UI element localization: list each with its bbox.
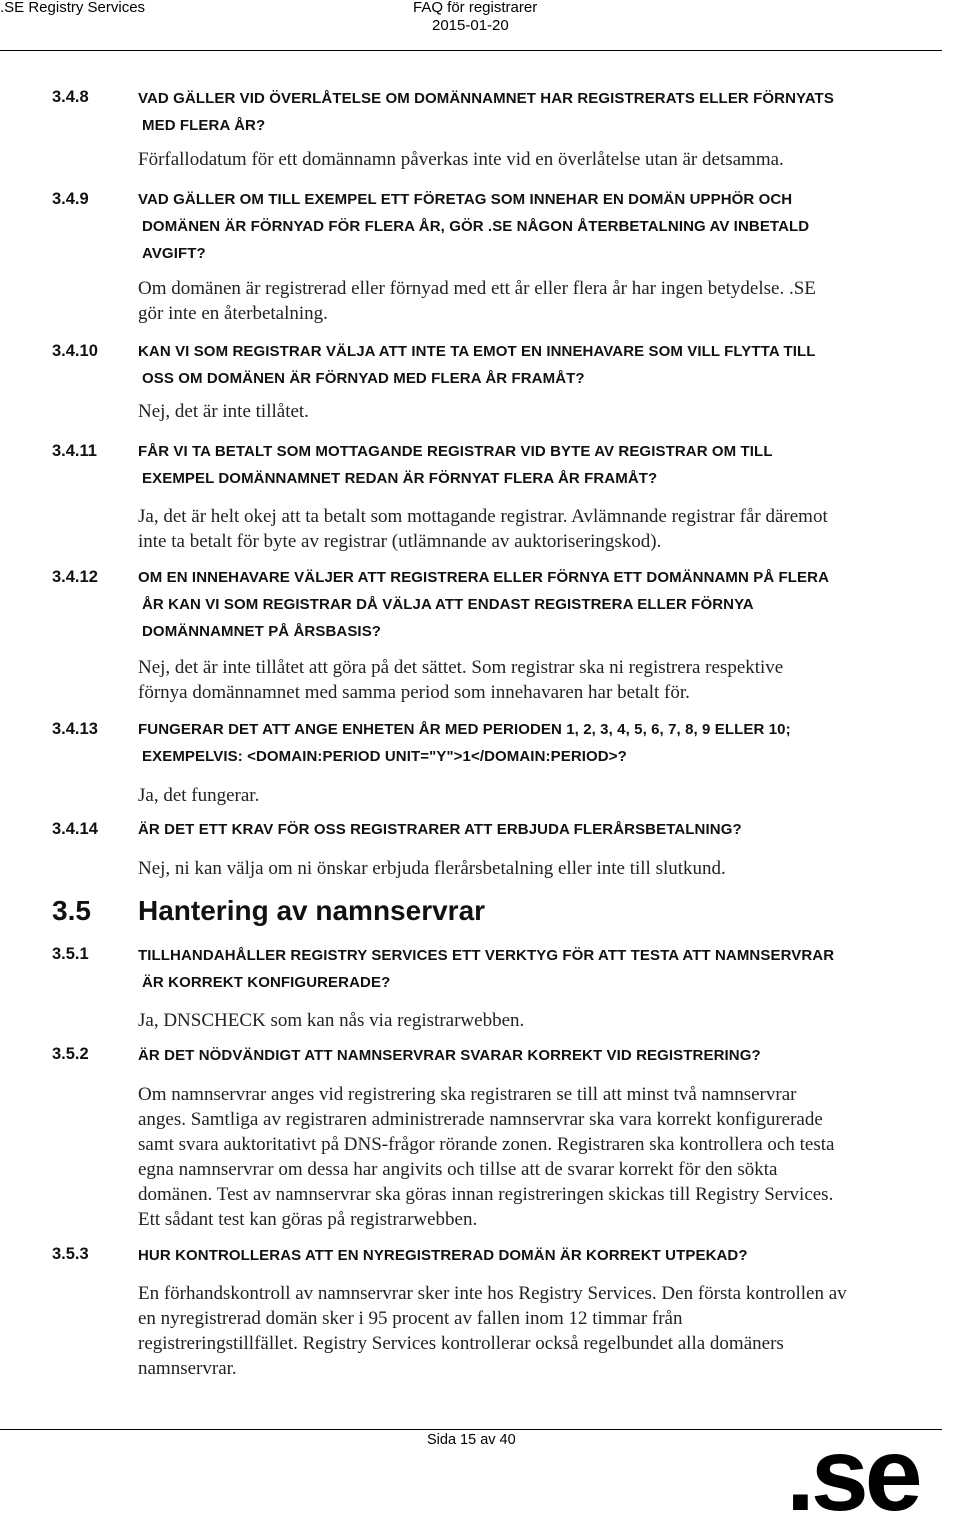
- header-doc-title: FAQ för registrarer: [413, 0, 538, 16]
- answer-line: Nej, ni kan välja om ni önskar erbjuda flerårsbetalning eller inte till slutkund.: [138, 858, 726, 879]
- section-number: 3.4.12: [52, 568, 98, 586]
- answer-text: [138, 399, 948, 424]
- answer-line: Förfallodatum för ett domännamn påverkas inte vid en överlåtelse utan är detsamma.: [138, 149, 784, 170]
- answer-line: Ett sådant test kan göras på registrarwebben.: [138, 1209, 478, 1230]
- section-number: 3.4.10: [52, 342, 98, 360]
- page-number: Sida 15 av 40: [427, 1432, 516, 1448]
- question-title: [138, 564, 928, 645]
- section-number: 3.5.1: [52, 945, 89, 963]
- question-line: VAD GÄLLER OM TILL EXEMPEL ETT FÖRETAG SOM INNEHAR EN DOMÄN UPPHÖR OCH: [138, 191, 793, 208]
- answer-line: inte ta betalt för byte av registrar (utlämnande av auktoriseringskod).: [138, 531, 662, 552]
- header-divider: [0, 50, 942, 51]
- answer-line: en nyregistrerad domän sker i 95 procent av fallen inom 12 timmar från: [138, 1308, 683, 1329]
- question-line: DOMÄNEN ÄR FÖRNYAD FÖR FLERA ÅR, GÖR .SE NÅGON ÅTERBETALNING AV INBETALD: [142, 218, 810, 235]
- answer-line: Nej, det är inte tillåtet.: [138, 401, 309, 422]
- answer-text: [138, 856, 948, 881]
- section-number: 3.5.3: [52, 1245, 89, 1263]
- answer-line: samt svara auktoritativt på DNS-frågor rörande zonen. Registraren ska kontrollera och testa: [138, 1134, 835, 1155]
- question-line: ÄR DET NÖDVÄNDIGT ATT NAMNSERVRAR SVARAR KORREKT VID REGISTRERING?: [138, 1047, 761, 1064]
- answer-text: [138, 1008, 948, 1033]
- se-logo-text: .se: [786, 1430, 919, 1516]
- question-line: FUNGERAR DET ATT ANGE ENHETEN ÅR MED PERIODEN 1, 2, 3, 4, 5, 6, 7, 8, 9 ELLER 10;: [138, 721, 791, 738]
- answer-line: En förhandskontroll av namnservrar sker inte hos Registry Services. Den första kontrollen av: [138, 1283, 847, 1304]
- answer-line: Om domänen är registrerad eller förnyad med ett år eller flera år har ingen betydelse. .SE: [138, 278, 816, 299]
- heading-title: Hantering av namnservrar: [138, 895, 486, 926]
- question-line: FÅR VI TA BETALT SOM MOTTAGANDE REGISTRAR VID BYTE AV REGISTRAR OM TILL: [138, 443, 773, 460]
- answer-line: Ja, det fungerar.: [138, 785, 260, 806]
- question-title: [138, 1242, 928, 1269]
- question-line: TILLHANDAHÅLLER REGISTRY SERVICES ETT VERKTYG FÖR ATT TESTA ATT NAMNSERVRAR: [138, 947, 835, 964]
- answer-line: förnya domännamnet med samma period som innehavaren har betalt för.: [138, 682, 690, 703]
- question-title: [138, 438, 928, 492]
- question-line: VAD GÄLLER VID ÖVERLÅTELSE OM DOMÄNNAMNET HAR REGISTRERATS ELLER FÖRNYATS: [138, 90, 834, 107]
- question-line: HUR KONTROLLERAS ATT EN NYREGISTRERAD DOMÄN ÄR KORREKT UTPEKAD?: [138, 1247, 748, 1264]
- answer-line: Om namnservrar anges vid registrering ska registraren se till att minst två namnservrar: [138, 1084, 797, 1105]
- question-line: DOMÄNNAMNET PÅ ÅRSBASIS?: [142, 623, 382, 640]
- heading-number: 3.5: [52, 895, 91, 926]
- answer-line: registreringstillfället. Registry Services kontrollerar också regelbundet alla domäners: [138, 1333, 784, 1354]
- question-line: OSS OM DOMÄNEN ÄR FÖRNYAD MED FLERA ÅR FRAMÅT?: [142, 370, 585, 387]
- answer-text: [138, 783, 948, 808]
- question-line: MED FLERA ÅR?: [142, 117, 266, 134]
- answer-line: Ja, DNSCHECK som kan nås via registrarwebben.: [138, 1010, 525, 1031]
- question-line: EXEMPEL DOMÄNNAMNET REDAN ÄR FÖRNYAT FLERA ÅR FRAMÅT?: [142, 470, 658, 487]
- section-number: 3.5.2: [52, 1045, 89, 1063]
- answer-text: [138, 504, 948, 554]
- section-number: 3.4.8: [52, 88, 89, 106]
- question-title: [138, 85, 928, 139]
- question-title: [138, 338, 928, 392]
- question-title: [138, 942, 928, 996]
- answer-text: [138, 1082, 948, 1232]
- question-title: [138, 716, 928, 770]
- answer-line: anges. Samtliga av registraren administrerade namnservrar ska vara korrekt konfigurerade: [138, 1109, 823, 1130]
- answer-text: [138, 655, 948, 705]
- answer-text: [138, 147, 948, 172]
- answer-line: Ja, det är helt okej att ta betalt som mottagande registrar. Avlämnande registrar får däremot: [138, 506, 828, 527]
- question-title: [138, 816, 928, 843]
- question-title: [138, 1042, 928, 1069]
- section-number: 3.4.9: [52, 190, 89, 208]
- question-line: OM EN INNEHAVARE VÄLJER ATT REGISTRERA ELLER FÖRNYA ETT DOMÄNNAMN PÅ FLERA: [138, 569, 830, 586]
- section-number: 3.4.13: [52, 720, 98, 738]
- answer-line: namnservrar.: [138, 1358, 237, 1379]
- header-org: .SE Registry Services: [0, 0, 146, 16]
- section-number: 3.4.11: [52, 442, 97, 460]
- question-line: KAN VI SOM REGISTRAR VÄLJA ATT INTE TA EMOT EN INNEHAVARE SOM VILL FLYTTA TILL: [138, 343, 816, 360]
- answer-text: [138, 1281, 948, 1381]
- answer-text: [138, 276, 948, 326]
- question-line: EXEMPELVIS: <DOMAIN:PERIOD UNIT="Y">1</DOMAIN:PERIOD>?: [142, 748, 627, 765]
- answer-line: egna namnservrar om dessa har angivits och tillse att de svarar korrekt för den sökta: [138, 1159, 778, 1180]
- section-number: 3.4.14: [52, 820, 98, 838]
- answer-line: Nej, det är inte tillåtet att göra på det sättet. Som registrar ska ni registrera respektive: [138, 657, 784, 678]
- question-line: AVGIFT?: [142, 245, 206, 262]
- se-logo: [784, 1430, 956, 1516]
- question-line: ÅR KAN VI SOM REGISTRAR DÅ VÄLJA ATT ENDAST REGISTRERA ELLER FÖRNYA: [142, 596, 754, 613]
- question-line: ÄR KORREKT KONFIGURERADE?: [142, 974, 391, 991]
- question-line: ÄR DET ETT KRAV FÖR OSS REGISTRARER ATT ERBJUDA FLERÅRSBETALNING?: [138, 821, 742, 838]
- answer-line: gör inte en återbetalning.: [138, 303, 328, 324]
- header-date: 2015-01-20: [432, 17, 509, 34]
- answer-line: domänen. Test av namnservrar ska göras innan registreringen skickas till Registry Services.: [138, 1184, 834, 1205]
- question-title: [138, 186, 928, 267]
